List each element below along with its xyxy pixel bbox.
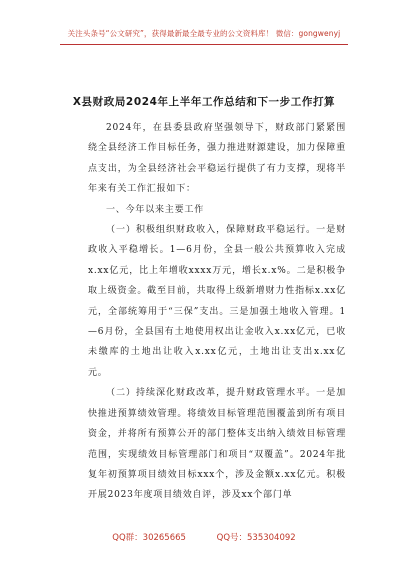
document-body: [88, 118, 346, 506]
footer-qq-group: QQ群：30265665: [112, 533, 186, 543]
body-paragraph-revenue: （一）积极组织财政收入，保障财政平稳运行。一是财政收入平稳增长。1—6月份，全县一般公共预算收入完成x.xx亿元，比上年增收xxxx万元，增长x.x%。二是积极争取上级资金。截至目前，共取得上级新增财力性指标x.xx亿元，全部统筹用于“三保”支出。三是加强土地收入管理。1—6月份，全县国有土地使用权出让金收入x.xx亿元，已收未缴库的土地出让收入x.xx亿元，土地出让支出x.xx亿元。: [88, 225, 346, 378]
document-title: X县财政局2024年上半年工作总结和下一步工作打算: [72, 96, 336, 108]
footer-contact: [0, 531, 408, 543]
section-heading: 一、今年以来主要工作: [106, 204, 205, 215]
footer-qq-number: QQ号：535304092: [216, 533, 296, 543]
intro-paragraph: 2024年，在县委县政府坚强领导下，财政部门紧紧围绕全县经济工作目标任务，强力推进财源建设，加力保障重点支出，为全县经济社会平稳运行提供了有力支撑，现将半年来有关工作汇报如下：: [88, 123, 346, 195]
body-paragraph-reform: （二）持续深化财政改革，提升财政管理水平。一是加快推进预算绩效管理。将绩效目标管理范围覆盖到所有项目资金，并将所有预算公开的部门整体支出纳入绩效目标管理范围，实现绩效目标管理部门和项目“双覆盖”。2024年批复年初预算项目绩效目标xxx个，涉及金额x.xx亿元。积极开展2023年度项目绩效自评，涉及xx个部门单: [88, 388, 346, 501]
header-divider: [60, 44, 348, 45]
header-banner: 关注头条号“公文研究”，获得最新最全最专业的公文资料库！ 微信：gongwenyj: [67, 29, 341, 38]
